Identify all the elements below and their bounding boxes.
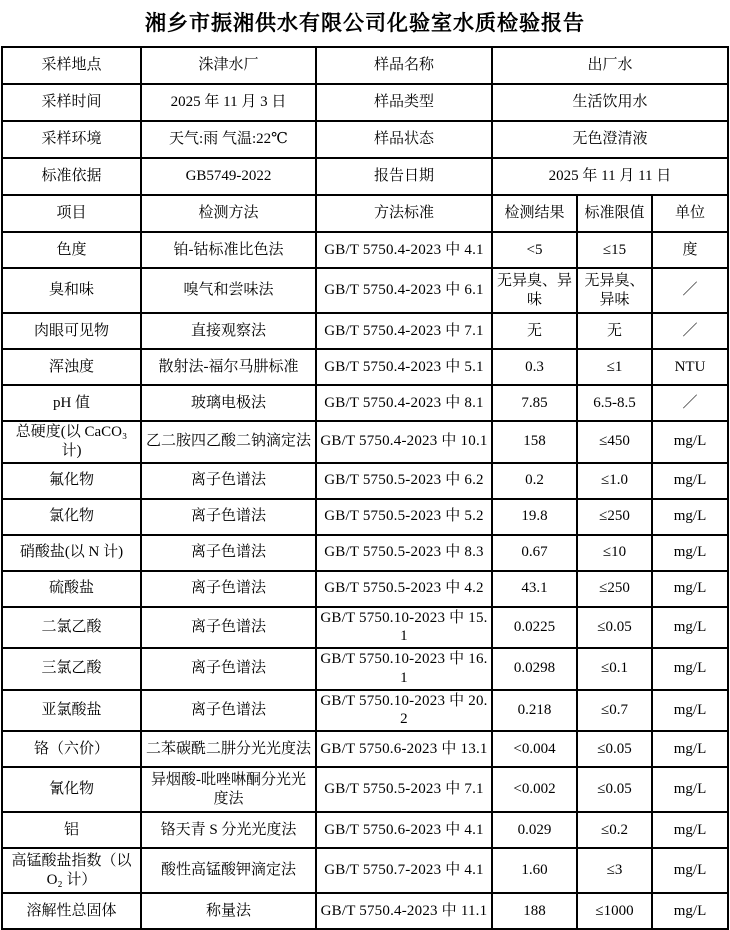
info-value: 2025 年 11 月 11 日 — [492, 158, 728, 195]
info-value: GB5749-2022 — [141, 158, 316, 195]
method-cell: 离子色谱法 — [141, 499, 316, 535]
limit-cell: ≤1000 — [577, 893, 652, 929]
limit-cell: ≤10 — [577, 535, 652, 571]
method-cell: 酸性高锰酸钾滴定法 — [141, 848, 316, 893]
item-cell: 铬（六价） — [2, 731, 141, 767]
unit-cell: mg/L — [652, 421, 728, 463]
limit-cell: ≤3 — [577, 848, 652, 893]
info-label: 采样地点 — [2, 47, 141, 84]
method-cell: 嗅气和尝味法 — [141, 268, 316, 313]
info-value: 2025 年 11 月 3 日 — [141, 84, 316, 121]
result-cell: 1.60 — [492, 848, 577, 893]
result-cell: 19.8 — [492, 499, 577, 535]
limit-cell: ≤0.7 — [577, 690, 652, 732]
method-cell: 离子色谱法 — [141, 535, 316, 571]
parameter-row — [2, 731, 728, 767]
method-cell: 玻璃电极法 — [141, 385, 316, 421]
unit-cell: NTU — [652, 349, 728, 385]
item-cell: 氰化物 — [2, 767, 141, 812]
item-cell: 肉眼可见物 — [2, 313, 141, 349]
method-cell: 离子色谱法 — [141, 690, 316, 732]
standard-cell: GB/T 5750.5-2023 中 8.3 — [316, 535, 492, 571]
result-cell: 0.218 — [492, 690, 577, 732]
item-cell: 三氯乙酸 — [2, 648, 141, 690]
unit-cell: mg/L — [652, 535, 728, 571]
method-cell: 二苯碳酰二肼分光光度法 — [141, 731, 316, 767]
method-cell: 铂-钴标准比色法 — [141, 232, 316, 268]
limit-cell: 无异臭、异味 — [577, 268, 652, 313]
unit-cell: ／ — [652, 268, 728, 313]
item-cell: 硝酸盐(以 N 计) — [2, 535, 141, 571]
limit-cell: ≤0.1 — [577, 648, 652, 690]
standard-cell: GB/T 5750.6-2023 中 13.1 — [316, 731, 492, 767]
unit-cell: ／ — [652, 313, 728, 349]
method-cell: 称量法 — [141, 893, 316, 929]
standard-cell: GB/T 5750.5-2023 中 4.2 — [316, 571, 492, 607]
col-limit: 标准限值 — [577, 195, 652, 232]
item-cell: 硫酸盐 — [2, 571, 141, 607]
parameter-row — [2, 499, 728, 535]
info-value: 天气:雨 气温:22℃ — [141, 121, 316, 158]
col-item: 项目 — [2, 195, 141, 232]
result-cell: 无 — [492, 313, 577, 349]
info-label: 样品状态 — [316, 121, 492, 158]
info-label: 采样时间 — [2, 84, 141, 121]
unit-cell: mg/L — [652, 690, 728, 732]
limit-cell: ≤0.2 — [577, 812, 652, 848]
parameter-row — [2, 421, 728, 463]
method-cell: 铬天青 S 分光光度法 — [141, 812, 316, 848]
standard-cell: GB/T 5750.10-2023 中 16.1 — [316, 648, 492, 690]
parameter-row — [2, 232, 728, 268]
standard-cell: GB/T 5750.4-2023 中 5.1 — [316, 349, 492, 385]
parameter-row — [2, 893, 728, 929]
standard-cell: GB/T 5750.5-2023 中 5.2 — [316, 499, 492, 535]
info-label: 采样环境 — [2, 121, 141, 158]
info-row — [2, 158, 728, 195]
item-cell: 浑浊度 — [2, 349, 141, 385]
info-label: 报告日期 — [316, 158, 492, 195]
parameter-row — [2, 268, 728, 313]
info-value: 生活饮用水 — [492, 84, 728, 121]
result-cell: 无异臭、异味 — [492, 268, 577, 313]
result-cell: <0.004 — [492, 731, 577, 767]
unit-cell: mg/L — [652, 893, 728, 929]
standard-cell: GB/T 5750.5-2023 中 6.2 — [316, 463, 492, 499]
result-cell: <5 — [492, 232, 577, 268]
info-row — [2, 84, 728, 121]
unit-cell: mg/L — [652, 848, 728, 893]
parameter-row — [2, 313, 728, 349]
result-cell: 0.0298 — [492, 648, 577, 690]
standard-cell: GB/T 5750.7-2023 中 4.1 — [316, 848, 492, 893]
standard-cell: GB/T 5750.4-2023 中 6.1 — [316, 268, 492, 313]
parameter-row — [2, 607, 728, 649]
limit-cell: ≤1 — [577, 349, 652, 385]
unit-cell: 度 — [652, 232, 728, 268]
limit-cell: ≤0.05 — [577, 607, 652, 649]
item-cell: pH 值 — [2, 385, 141, 421]
method-cell: 直接观察法 — [141, 313, 316, 349]
report-title: 湘乡市振湘供水有限公司化验室水质检验报告 — [145, 11, 585, 35]
limit-cell: ≤250 — [577, 571, 652, 607]
info-label: 样品类型 — [316, 84, 492, 121]
unit-cell: mg/L — [652, 648, 728, 690]
result-cell: <0.002 — [492, 767, 577, 812]
item-cell: 臭和味 — [2, 268, 141, 313]
info-label: 样品名称 — [316, 47, 492, 84]
parameter-row — [2, 463, 728, 499]
item-cell: 高锰酸盐指数（以 O₂ 计） — [2, 848, 141, 893]
method-cell: 异烟酸-吡唑啉酮分光光度法 — [141, 767, 316, 812]
item-cell: 色度 — [2, 232, 141, 268]
info-value: 出厂水 — [492, 47, 728, 84]
limit-cell: ≤250 — [577, 499, 652, 535]
method-cell: 离子色谱法 — [141, 463, 316, 499]
standard-cell: GB/T 5750.4-2023 中 4.1 — [316, 232, 492, 268]
item-cell: 二氯乙酸 — [2, 607, 141, 649]
method-cell: 散射法-福尔马肼标准 — [141, 349, 316, 385]
limit-cell: 无 — [577, 313, 652, 349]
parameter-row — [2, 535, 728, 571]
info-value: 无色澄清液 — [492, 121, 728, 158]
parameter-row — [2, 349, 728, 385]
item-cell: 氯化物 — [2, 499, 141, 535]
standard-cell: GB/T 5750.4-2023 中 7.1 — [316, 313, 492, 349]
standard-cell: GB/T 5750.6-2023 中 4.1 — [316, 812, 492, 848]
unit-cell: mg/L — [652, 571, 728, 607]
limit-cell: ≤0.05 — [577, 767, 652, 812]
standard-cell: GB/T 5750.4-2023 中 8.1 — [316, 385, 492, 421]
method-cell: 离子色谱法 — [141, 571, 316, 607]
item-cell: 溶解性总固体 — [2, 893, 141, 929]
result-cell: 158 — [492, 421, 577, 463]
standard-cell: GB/T 5750.10-2023 中 20.2 — [316, 690, 492, 732]
col-unit: 单位 — [652, 195, 728, 232]
info-row — [2, 121, 728, 158]
unit-cell: mg/L — [652, 463, 728, 499]
unit-cell: mg/L — [652, 812, 728, 848]
standard-cell: GB/T 5750.5-2023 中 7.1 — [316, 767, 492, 812]
method-cell: 离子色谱法 — [141, 607, 316, 649]
result-cell: 0.67 — [492, 535, 577, 571]
method-cell: 离子色谱法 — [141, 648, 316, 690]
col-standard: 方法标准 — [316, 195, 492, 232]
unit-cell: ／ — [652, 385, 728, 421]
limit-cell: ≤0.05 — [577, 731, 652, 767]
parameter-row — [2, 385, 728, 421]
unit-cell: mg/L — [652, 767, 728, 812]
column-header-row — [2, 195, 728, 232]
parameter-row — [2, 571, 728, 607]
parameter-row — [2, 767, 728, 812]
col-method: 检测方法 — [141, 195, 316, 232]
info-label: 标准依据 — [2, 158, 141, 195]
limit-cell: ≤1.0 — [577, 463, 652, 499]
unit-cell: mg/L — [652, 731, 728, 767]
unit-cell: mg/L — [652, 499, 728, 535]
parameter-row — [2, 848, 728, 893]
water-quality-report-table — [1, 46, 729, 930]
result-cell: 0.3 — [492, 349, 577, 385]
item-cell: 总硬度(以 CaCO₃ 计) — [2, 421, 141, 463]
standard-cell: GB/T 5750.4-2023 中 11.1 — [316, 893, 492, 929]
parameter-row — [2, 648, 728, 690]
result-cell: 0.2 — [492, 463, 577, 499]
item-cell: 氟化物 — [2, 463, 141, 499]
standard-cell: GB/T 5750.4-2023 中 10.1 — [316, 421, 492, 463]
item-cell: 铝 — [2, 812, 141, 848]
unit-cell: mg/L — [652, 607, 728, 649]
limit-cell: ≤450 — [577, 421, 652, 463]
result-cell: 43.1 — [492, 571, 577, 607]
result-cell: 0.029 — [492, 812, 577, 848]
info-row — [2, 47, 728, 84]
col-result: 检测结果 — [492, 195, 577, 232]
result-cell: 188 — [492, 893, 577, 929]
parameter-row — [2, 812, 728, 848]
limit-cell: ≤15 — [577, 232, 652, 268]
standard-cell: GB/T 5750.10-2023 中 15.1 — [316, 607, 492, 649]
info-value: 洙津水厂 — [141, 47, 316, 84]
result-cell: 0.0225 — [492, 607, 577, 649]
limit-cell: 6.5-8.5 — [577, 385, 652, 421]
parameter-row — [2, 690, 728, 732]
item-cell: 亚氯酸盐 — [2, 690, 141, 732]
result-cell: 7.85 — [492, 385, 577, 421]
method-cell: 乙二胺四乙酸二钠滴定法 — [141, 421, 316, 463]
